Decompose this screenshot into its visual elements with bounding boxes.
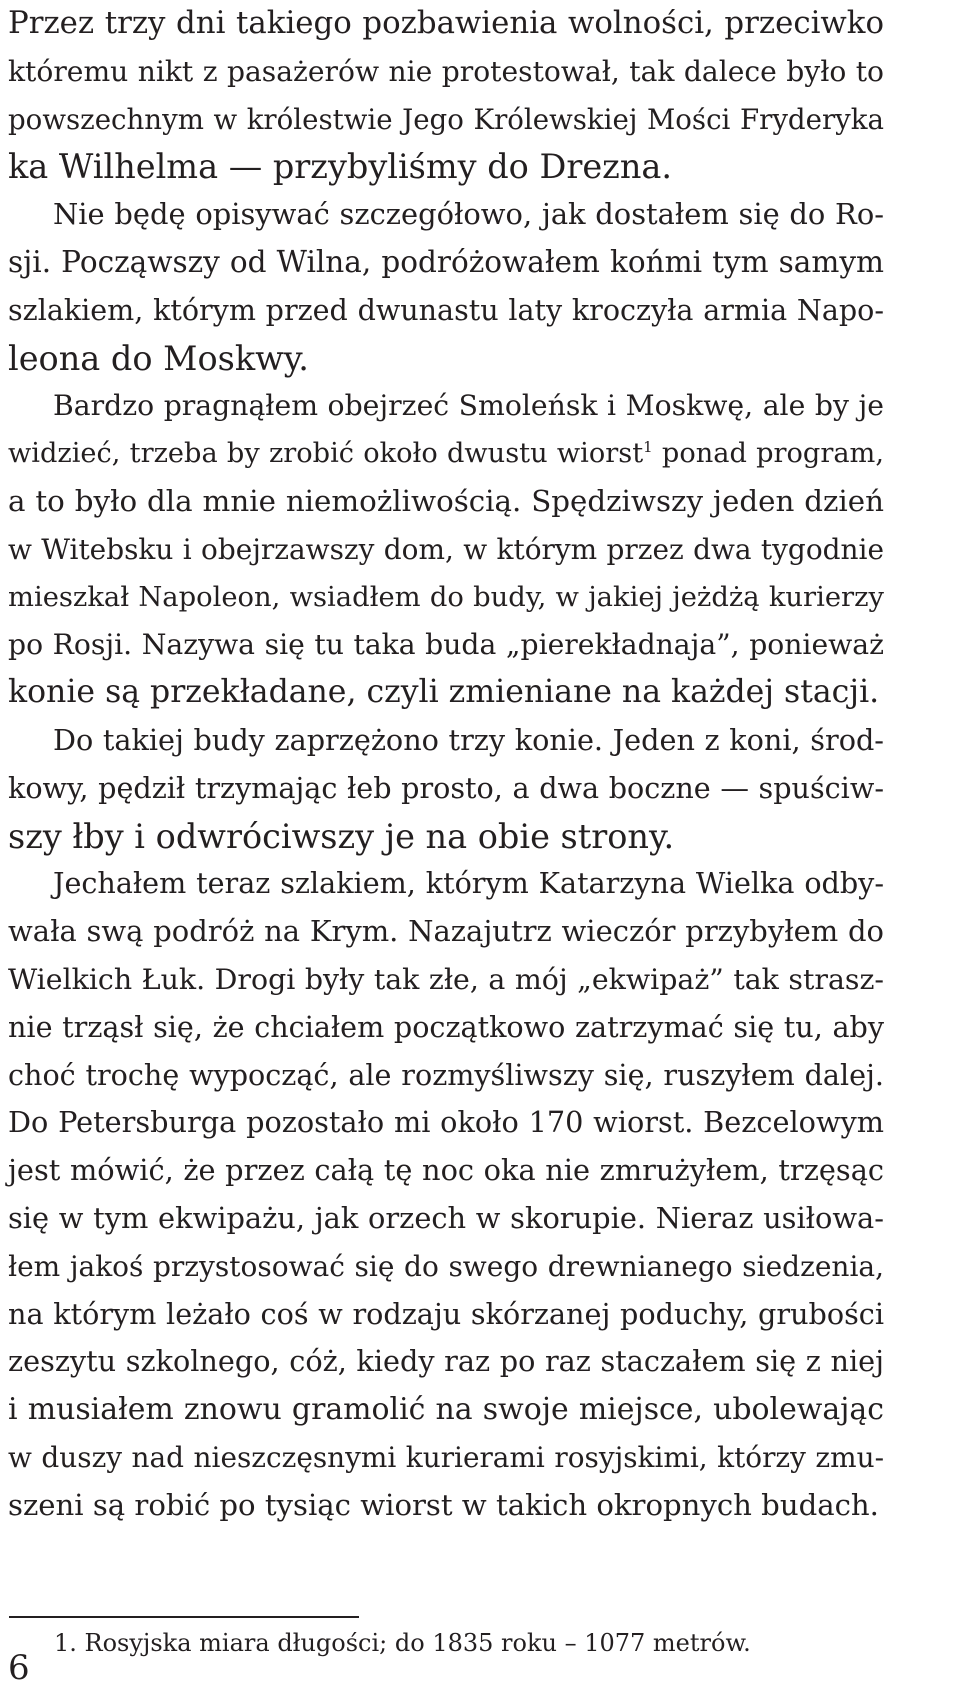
text-line-content: ka Wilhelma — przybyliśmy do Drezna.	[8, 147, 673, 187]
text-line	[8, 191, 884, 239]
text-line-content: nie trząsł się, że chciałem początkowo zatrzymać się tu, aby	[8, 1009, 884, 1044]
text-line-content: mieszkał Napoleon, wsiadłem do budy, w jakiej jeżdżą kurierzy	[8, 581, 884, 613]
text-line	[8, 526, 884, 574]
text-line-content: ponad program,	[652, 438, 884, 470]
text-line	[8, 287, 884, 335]
text-line	[8, 1147, 884, 1195]
text-line-content: po Rosji. Nazywa się tu taka buda „pierekładnaja”, ponieważ	[8, 628, 884, 662]
text-line	[8, 956, 884, 1004]
text-line	[8, 765, 884, 813]
text-line-content: zeszytu szkolnego, cóż, kiedy raz po raz staczałem się z niej	[8, 1344, 884, 1379]
text-line-content: konie są przekładane, czyli zmieniane na każdej stacji.	[8, 674, 880, 711]
text-line-content: jest mówić, że przez całą tę noc oka nie zmrużyłem, trzęsąc	[8, 1153, 884, 1188]
text-line-content: Przez trzy dni takiego pozbawienia wolności, przeciwko	[8, 5, 884, 41]
text-line	[8, 1004, 884, 1052]
page-number: 6	[8, 1648, 30, 1688]
text-line-content: choć trochę wypocząć, ale rozmyśliwszy się, ruszyłem dalej.	[8, 1057, 884, 1092]
footnote-rule	[9, 1616, 359, 1618]
text-line	[8, 669, 884, 717]
text-line-content: Wielkich Łuk. Drogi były tak złe, a mój „ekwipaż” tak strasz-	[8, 962, 884, 996]
text-line	[8, 1482, 884, 1530]
text-line	[8, 382, 884, 430]
text-line	[8, 430, 884, 478]
text-line-content: Do takiej budy zaprzężono trzy konie. Jeden z koni, środ-	[53, 722, 884, 757]
text-line-content: któremu nikt z pasażerów nie protestował, tak dalece było to	[8, 54, 884, 88]
text-line	[8, 1386, 884, 1434]
text-line	[8, 1434, 884, 1482]
text-line-content: w Witebsku i obejrzawszy dom, w którym przez dwa tygodnie	[8, 532, 884, 566]
text-line	[8, 621, 884, 669]
text-line	[8, 1338, 884, 1386]
text-line-content: wała swą podróż na Krym. Nazajutrz wieczór przybyłem do	[8, 914, 884, 949]
text-line-content: widzieć, trzeba by zrobić około dwustu wiorst	[8, 438, 644, 470]
text-line-content: łem jakoś przystosować się do swego drewnianego siedzenia,	[8, 1249, 884, 1283]
text-line	[8, 48, 884, 96]
text-line-content: szy łby i odwróciwszy je na obie strony.	[8, 816, 675, 856]
footnote: 1. Rosyjska miara długości; do 1835 roku – 1077 metrów.	[54, 1629, 751, 1657]
text-line	[8, 908, 884, 956]
text-line	[8, 813, 884, 861]
text-line-content: się w tym ekwipażu, jak orzech w skorupie. Nieraz usiłowa-	[8, 1200, 884, 1235]
text-line-content: na którym leżało coś w rodzaju skórzanej poduchy, grubości	[8, 1296, 884, 1331]
text-line	[8, 96, 884, 144]
text-line	[8, 1052, 884, 1100]
body-text	[8, 0, 884, 1530]
text-line	[8, 1291, 884, 1339]
text-line-content: w duszy nad nieszczęsnymi kurierami rosyjskimi, którzy zmu-	[8, 1440, 884, 1474]
text-line-content: a to było dla mnie niemożliwością. Spędziwszy jeden dzień	[8, 483, 884, 518]
text-line-content: szeni są robić po tysiąc wiorst w takich okropnych budach.	[8, 1487, 879, 1522]
text-line	[8, 1243, 884, 1291]
text-line-content: szlakiem, którym przed dwunastu laty kroczyła armia Napo-	[8, 292, 884, 327]
text-line	[8, 239, 884, 287]
text-line	[8, 0, 884, 48]
text-line-content: sji. Począwszy od Wilna, podróżowałem końmi tym samym	[8, 244, 884, 279]
text-line	[8, 143, 884, 191]
text-line	[8, 1099, 884, 1147]
text-line	[8, 335, 884, 383]
text-line	[8, 478, 884, 526]
text-line	[8, 717, 884, 765]
footnote-marker: 1	[643, 438, 653, 457]
text-line-content: Nie będę opisywać szczegółowo, jak dostałem się do Ro-	[53, 197, 884, 232]
text-line	[8, 574, 884, 622]
text-line-content: Jechałem teraz szlakiem, którym Katarzyna Wielka odby-	[53, 866, 884, 901]
text-line-content: Do Petersburga pozostało mi około 170 wiorst. Bezcelowym	[8, 1105, 884, 1140]
text-line-content: powszechnym w królestwie Jego Królewskiej Mości Fryderyka	[8, 102, 884, 136]
text-line-content: kowy, pędził trzymając łeb prosto, a dwa boczne — spuściw-	[8, 770, 884, 805]
text-line	[8, 860, 884, 908]
text-line	[8, 1195, 884, 1243]
text-line-content: i musiałem znowu gramolić na swoje miejsce, ubolewając	[8, 1392, 884, 1428]
text-line-content: Bardzo pragnąłem obejrzeć Smoleńsk i Moskwę, ale by je	[53, 389, 884, 423]
text-line-content: leona do Moskwy.	[8, 338, 309, 378]
